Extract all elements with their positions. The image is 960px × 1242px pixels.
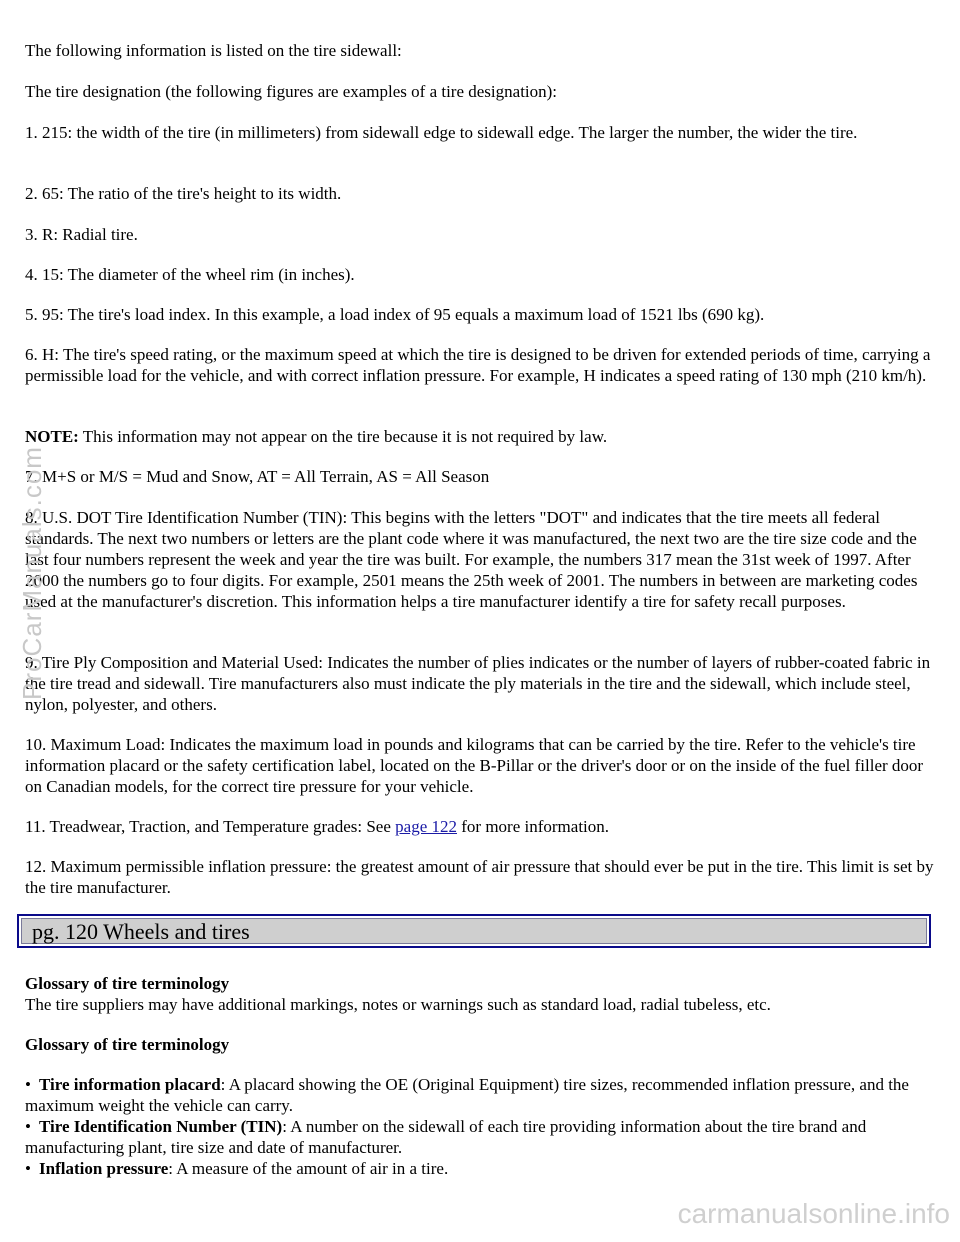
term-definition: : A placard showing the OE (Original Equipment) tire sizes, recommended inflation pressure, and the maximum weight the vehicle can carry. [25, 1075, 909, 1115]
note-text: This information may not appear on the tire because it is not required by law. [78, 427, 608, 446]
item-5: 5. 95: The tire's load index. In this example, a load index of 95 equals a maximum load of 1521 lbs (690 kg). [25, 305, 765, 324]
item-3: 3. R: Radial tire. [25, 225, 138, 244]
glossary-term-placard [25, 1074, 937, 1116]
designation-paragraph: The tire designation (the following figures are examples of a tire designation): [25, 82, 558, 101]
page-header-bar [17, 914, 931, 948]
suppliers-paragraph: The tire suppliers may have additional markings, notes or warnings such as standard load, radial tubeless, etc. [25, 995, 771, 1014]
page-122-link[interactable]: page 122 [395, 817, 457, 836]
item-6: 6. H: The tire's speed rating, or the maximum speed at which the tire is designed to be driven for extended periods of time, carrying a permissible load for the vehicle, and with correct inflation pressure. For example, H indicates a speed rating of 130 mph (210 km/h). [25, 345, 931, 385]
glossary-heading-1: Glossary of tire terminology [25, 974, 230, 993]
item-11 [25, 816, 937, 837]
note-paragraph [25, 426, 937, 447]
item-11-suffix: for more information. [457, 817, 610, 836]
item-10: 10. Maximum Load: Indicates the maximum load in pounds and kilograms that can be carried by the tire. Refer to the vehicle's tire information placard or the safety certification label, located on the B-Pillar or the driver's door or on the inside of the fuel filler door on Canadian models, for the correct tire pressure for your vehicle. [25, 735, 924, 796]
term-definition: : A number on the sidewall of each tire providing information about the tire brand and manufacturing plant, tire size and date of manufacturer. [25, 1117, 867, 1157]
bullet-icon: • [25, 1159, 31, 1178]
item-8: 8. U.S. DOT Tire Identification Number (TIN): This begins with the letters "DOT" and indicates that the tire meets all federal standards. The next two numbers or letters are the plant code where it was manufactured, the next two are the tire size code and the last four numbers represent the week and year the tire was built. For example, the numbers 317 mean the 31st week of 1997. After 2000 the numbers go to four digits. For example, 2501 means the 25th week of 2001. The numbers in between are marketing codes used at the manufacturer's discretion. This information helps a tire manufacturer identify a tire for safety recall purposes. [25, 508, 918, 611]
term-definition: : A measure of the amount of air in a tire. [168, 1159, 449, 1178]
item-7: 7. M+S or M/S = Mud and Snow, AT = All Terrain, AS = All Season [25, 467, 490, 486]
footer-watermark: carmanualsonline.info [677, 1198, 950, 1229]
intro-paragraph: The following information is listed on the tire sidewall: [25, 41, 402, 60]
term-label: Tire Identification Number (TIN) [39, 1117, 283, 1136]
side-watermark: ProCarManuals.com [17, 446, 47, 700]
glossary-term-inflation [25, 1158, 937, 1179]
note-label: NOTE: [25, 427, 79, 446]
page-header-title: pg. 120 Wheels and tires [21, 918, 927, 944]
term-label: Inflation pressure [39, 1159, 169, 1178]
glossary-term-tin [25, 1116, 937, 1158]
item-1: 1. 215: the width of the tire (in millimeters) from sidewall edge to sidewall edge. The larger the number, the wider the tire. [25, 123, 858, 142]
glossary-heading-2: Glossary of tire terminology [25, 1035, 230, 1054]
bullet-icon: • [25, 1117, 31, 1136]
item-11-text: 11. Treadwear, Traction, and Temperature grades: See [25, 817, 396, 836]
item-12: 12. Maximum permissible inflation pressure: the greatest amount of air pressure that should ever be put in the tire. This limit is set by the tire manufacturer. [25, 857, 934, 897]
item-4: 4. 15: The diameter of the wheel rim (in inches). [25, 265, 355, 284]
term-label: Tire information placard [39, 1075, 221, 1094]
item-9: 9. Tire Ply Composition and Material Used: Indicates the number of plies indicates or the number of layers of rubber-coated fabric in the tire tread and sidewall. Tire manufacturers also must indicate the ply materials in the tire and the sidewall, which include steel, nylon, polyester, and others. [25, 653, 931, 714]
item-2: 2. 65: The ratio of the tire's height to its width. [25, 184, 342, 203]
bullet-icon: • [25, 1075, 31, 1094]
